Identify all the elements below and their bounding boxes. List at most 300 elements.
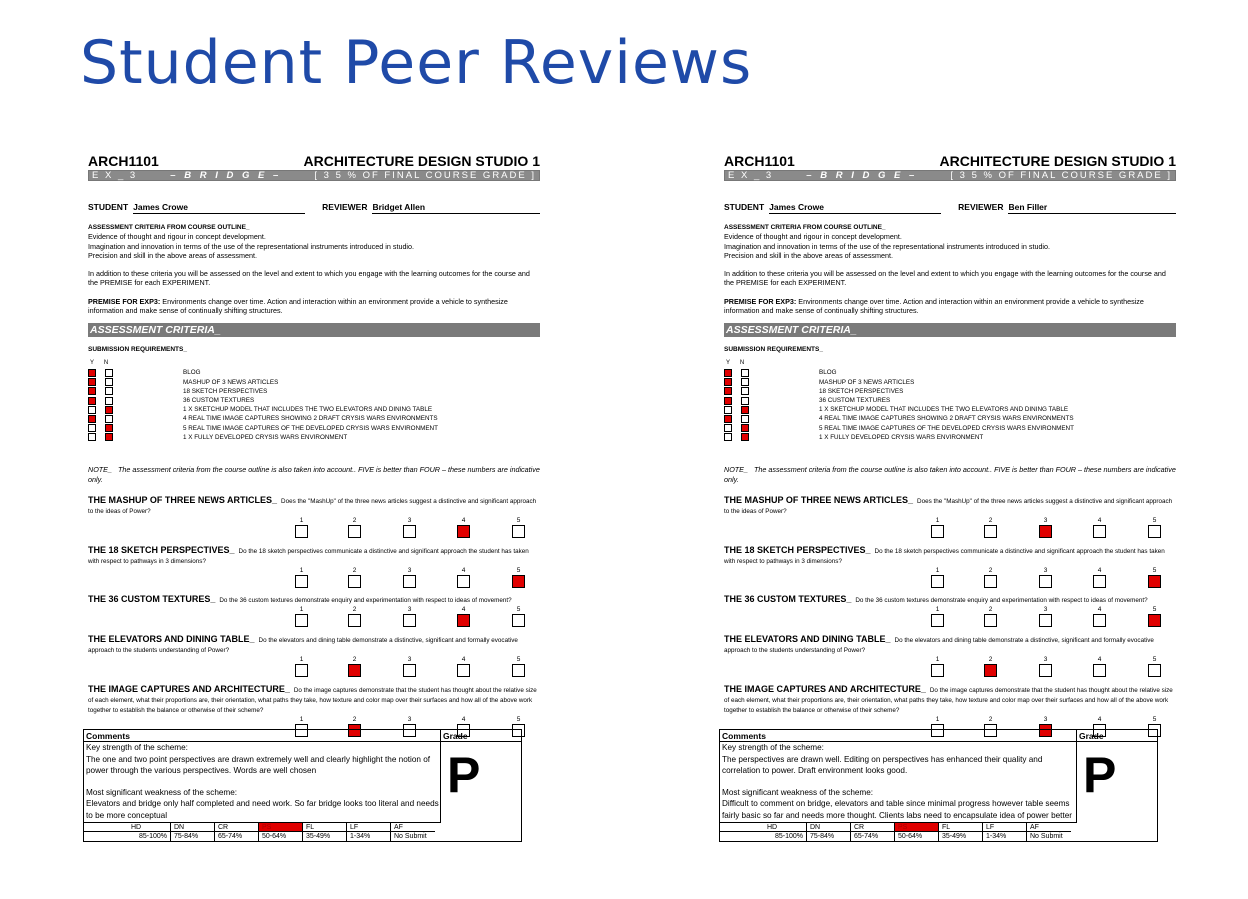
comments-label: Comments (84, 730, 440, 742)
premise-body: Environments change over time. Action and interaction within an environment provide a vehicle to synthesize information and make sense of continually shifting structures. (88, 296, 508, 316)
yes-checkbox[interactable] (88, 433, 96, 441)
question-title: THE MASHUP OF THREE NEWS ARTICLES_ (88, 494, 278, 505)
scale-number: 5 (1152, 655, 1157, 663)
rating-checkbox[interactable] (457, 664, 470, 677)
rating-checkbox[interactable] (1093, 575, 1106, 588)
experiment-bar (88, 170, 540, 181)
criteria-heading: ASSESSMENT CRITERIA FROM COURSE OUTLINE_ (724, 224, 886, 231)
scale-number: 4 (1097, 566, 1102, 574)
scale-number: 2 (352, 655, 357, 663)
requirement-label: 1 X FULLY DEVELOPED CRYSIS WARS ENVIRONMENT (183, 433, 348, 441)
requirement-label: 5 REAL TIME IMAGE CAPTURES OF THE DEVELOPED CRYSIS WARS ENVIRONMENT (819, 424, 1074, 432)
weight-label: [ 3 5 % OF FINAL COURSE GRADE ] (950, 170, 1172, 181)
rating-checkbox[interactable] (457, 575, 470, 588)
grade-band (807, 823, 851, 841)
scale-number: 5 (516, 655, 521, 663)
note-label: NOTE_ (724, 464, 748, 474)
reviewer-name: Bridget Allen (372, 202, 540, 214)
yes-checkbox[interactable] (88, 369, 96, 377)
rating-checkbox[interactable] (1039, 525, 1052, 538)
note-label: NOTE_ (88, 464, 112, 474)
requirement-row (88, 378, 540, 387)
rating-checkbox[interactable] (512, 575, 525, 588)
yes-checkbox[interactable] (88, 406, 96, 414)
requirement-label: 4 REAL TIME IMAGE CAPTURES SHOWING 2 DRAFT CRYSIS WARS ENVIRONMENTS (819, 415, 1074, 423)
reviewer-label: REVIEWER (322, 202, 368, 212)
band-range: 65-74% (854, 832, 879, 840)
weakness-label: Most significant weakness of the scheme: (86, 787, 238, 797)
scale-number: 4 (461, 605, 466, 613)
section-title: ASSESSMENT CRITERIA_ (724, 323, 1176, 337)
band-code: CR (851, 823, 894, 832)
question-text: Do the image captures demonstrate that the student has thought about the relative size of each element, what their proportions are, their orientation, what paths they take, how texture and color map over their surfaces and how all of the above work together to establish the balance or otherwise of their scheme? (88, 686, 537, 714)
scale-number: 3 (407, 605, 412, 613)
requirement-label: MASHUP OF 3 NEWS ARTICLES (183, 378, 279, 386)
submission-heading: SUBMISSION REQUIREMENTS_ (88, 346, 187, 354)
rating-checkbox[interactable] (512, 664, 525, 677)
grade-label: Grade (441, 730, 521, 742)
question-text: Do the elevators and dining table demonstrate a distinctive, significant and formally evocative approach to the students understanding of Power? (88, 636, 518, 654)
requirement-row (88, 414, 540, 423)
rating-checkbox[interactable] (457, 614, 470, 627)
student-label: STUDENT (724, 202, 765, 212)
rating-checkbox[interactable] (931, 664, 944, 677)
rating-checkbox[interactable] (295, 525, 308, 538)
band-range: 1-34% (986, 832, 1007, 840)
scale-number: 3 (407, 516, 412, 524)
yes-checkbox[interactable] (724, 369, 732, 377)
requirement-label: BLOG (183, 369, 201, 377)
band-range: 35-49% (942, 832, 967, 840)
scale-number: 2 (352, 566, 357, 574)
premise-label: PREMISE FOR EXP3: (88, 296, 161, 306)
no-checkbox[interactable] (105, 415, 113, 423)
scale-number: 1 (935, 605, 940, 613)
rating-checkbox[interactable] (512, 525, 525, 538)
band-range: 50-64% (898, 832, 923, 840)
band-code: AF (1027, 823, 1071, 832)
rating-checkbox[interactable] (1148, 575, 1161, 588)
scale-number: 3 (1043, 605, 1048, 613)
band-code: DN (807, 823, 850, 832)
grade-letter: P (1083, 747, 1117, 803)
rating-question (88, 495, 540, 540)
rating-checkbox[interactable] (403, 664, 416, 677)
rating-question (724, 594, 1176, 629)
yes-checkbox[interactable] (724, 397, 732, 405)
requirement-row (88, 405, 540, 414)
no-checkbox[interactable] (105, 406, 113, 414)
grade-bands (720, 822, 1077, 841)
section-title: ASSESSMENT CRITERIA_ (88, 323, 540, 337)
yes-checkbox[interactable] (88, 397, 96, 405)
review-sheet (722, 153, 1176, 840)
course-header (88, 153, 540, 170)
yes-checkbox[interactable] (88, 378, 96, 386)
yes-checkbox[interactable] (88, 387, 96, 395)
question-title: THE IMAGE CAPTURES AND ARCHITECTURE_ (724, 683, 926, 694)
course-code: ARCH1101 (88, 153, 159, 169)
yes-checkbox[interactable] (724, 378, 732, 386)
question-text: Do the 18 sketch perspectives communicate a distinctive and significant approach the student has taken with respect to pathways in 3 dimensions? (88, 547, 529, 565)
band-code: PS (895, 823, 938, 832)
requirement-label: 36 CUSTOM TEXTURES (819, 397, 891, 405)
rating-checkbox[interactable] (403, 614, 416, 627)
rating-checkbox[interactable] (1093, 664, 1106, 677)
scale-number: 5 (1152, 516, 1157, 524)
scale-number: 5 (516, 715, 521, 723)
scale-number: 1 (299, 715, 304, 723)
question-title: THE ELEVATORS AND DINING TABLE_ (88, 633, 255, 644)
yes-checkbox[interactable] (724, 387, 732, 395)
requirement-row (724, 368, 1176, 377)
band-code: AF (391, 823, 435, 832)
bridge-label: – B R I D G E – (806, 170, 918, 181)
requirement-row (88, 433, 540, 442)
comments-body (720, 742, 1076, 822)
rating-question (88, 545, 540, 590)
scale-number: 3 (1043, 655, 1048, 663)
grade-bands (84, 822, 441, 841)
no-checkbox[interactable] (741, 397, 749, 405)
scale-number: 2 (988, 516, 993, 524)
yes-checkbox[interactable] (724, 415, 732, 423)
no-label: N (103, 360, 109, 367)
rating-scale (88, 567, 540, 590)
no-checkbox[interactable] (105, 397, 113, 405)
band-range: 50-64% (262, 832, 287, 840)
rating-checkbox[interactable] (403, 575, 416, 588)
rating-checkbox[interactable] (348, 525, 361, 538)
rating-checkbox[interactable] (348, 614, 361, 627)
scale-number: 3 (1043, 516, 1048, 524)
reviewer-name: Ben Filler (1008, 202, 1176, 214)
note (88, 465, 540, 486)
yes-checkbox[interactable] (88, 424, 96, 432)
requirement-label: 1 X SKETCHUP MODEL THAT INCLUDES THE TWO ELEVATORS AND DINING TABLE (819, 406, 1069, 414)
comments-box (83, 729, 522, 842)
scale-number: 2 (988, 605, 993, 613)
rating-scale (88, 656, 540, 679)
criteria-block (88, 223, 540, 315)
requirement-row (88, 368, 540, 377)
no-checkbox[interactable] (741, 369, 749, 377)
no-label: N (739, 360, 745, 367)
no-checkbox[interactable] (741, 406, 749, 414)
scale-number: 5 (1152, 566, 1157, 574)
band-code: LF (983, 823, 1026, 832)
scale-number: 3 (407, 655, 412, 663)
question-text: Do the 18 sketch perspectives communicate a distinctive and significant approach the student has taken with respect to pathways in 3 dimensions? (724, 547, 1165, 565)
strength-text: The one and two point perspectives are drawn extremely well and clearly highlight the notion of power through the various perspectives. Words are well chosen (86, 754, 431, 776)
question-text: Do the image captures demonstrate that the student has thought about the relative size of each element, what their proportions are, their orientation, what paths they take, how texture and color map over their surfaces and how all of the above work together to establish the balance or otherwise of their scheme? (724, 686, 1173, 714)
rating-checkbox[interactable] (1148, 614, 1161, 627)
rating-checkbox[interactable] (1148, 664, 1161, 677)
requirement-label: 36 CUSTOM TEXTURES (183, 397, 255, 405)
question-title: THE 18 SKETCH PERSPECTIVES_ (88, 544, 235, 555)
scale-number: 2 (352, 605, 357, 613)
scale-number: 1 (935, 566, 940, 574)
band-code: HD (720, 823, 806, 832)
band-code: LF (347, 823, 390, 832)
grade-band (391, 823, 435, 841)
requirement-row (724, 396, 1176, 405)
rating-scale (724, 517, 1176, 540)
yes-checkbox[interactable] (724, 433, 732, 441)
grade-band (215, 823, 259, 841)
grade-band (259, 823, 303, 841)
requirement-label: 1 X SKETCHUP MODEL THAT INCLUDES THE TWO ELEVATORS AND DINING TABLE (183, 406, 433, 414)
note-text: The assessment criteria from the course outline is also taken into account.. FIVE is better than FOUR – these numbers are indicative only. (88, 464, 540, 485)
requirement-row (724, 387, 1176, 396)
yn-header (88, 360, 540, 367)
grade-band (303, 823, 347, 841)
rating-checkbox[interactable] (1148, 525, 1161, 538)
scale-number: 4 (461, 566, 466, 574)
requirements-list (724, 368, 1176, 442)
grade-band (895, 823, 939, 841)
criteria-block (724, 223, 1176, 315)
grade-band (720, 823, 807, 841)
requirement-row (724, 414, 1176, 423)
band-code: FL (939, 823, 982, 832)
band-range: 85-100% (138, 832, 167, 840)
student-label: STUDENT (88, 202, 129, 212)
requirement-label: 18 SKETCH PERSPECTIVES (183, 387, 268, 395)
rating-checkbox[interactable] (348, 664, 361, 677)
scale-number: 1 (299, 566, 304, 574)
scale-number: 4 (461, 655, 466, 663)
no-checkbox[interactable] (105, 369, 113, 377)
comments-body (84, 742, 440, 822)
no-checkbox[interactable] (105, 424, 113, 432)
rating-checkbox[interactable] (984, 575, 997, 588)
band-code: CR (215, 823, 258, 832)
scale-number: 2 (988, 715, 993, 723)
question-text: Does the "MashUp" of the three news articles suggest a distinctive and significant approach to the ideas of Power? (724, 497, 1173, 515)
rating-checkbox[interactable] (931, 525, 944, 538)
rating-question (88, 594, 540, 629)
rating-question (724, 545, 1176, 590)
scale-number: 5 (516, 566, 521, 574)
band-range: No Submit (1030, 832, 1063, 840)
grade-band (1027, 823, 1071, 841)
review-sheet (86, 153, 540, 840)
grade-band (171, 823, 215, 841)
rating-checkbox[interactable] (295, 575, 308, 588)
band-code: DN (171, 823, 214, 832)
scale-number: 3 (407, 715, 412, 723)
no-checkbox[interactable] (741, 387, 749, 395)
rating-checkbox[interactable] (403, 525, 416, 538)
scale-number: 4 (1097, 715, 1102, 723)
criteria-line: Imagination and innovation in terms of the use of the representational instruments introduced in studio. (724, 241, 1051, 251)
scale-number: 4 (1097, 516, 1102, 524)
scale-number: 2 (988, 655, 993, 663)
requirement-row (88, 424, 540, 433)
bridge-label: – B R I D G E – (170, 170, 282, 181)
requirement-label: MASHUP OF 3 NEWS ARTICLES (819, 378, 915, 386)
course-title: ARCHITECTURE DESIGN STUDIO 1 (303, 153, 540, 169)
note-text: The assessment criteria from the course outline is also taken into account.. FIVE is better than FOUR – these numbers are indicative only. (724, 464, 1176, 485)
submission-heading: SUBMISSION REQUIREMENTS_ (724, 346, 823, 354)
criteria-line: Precision and skill in the above areas of assessment. (724, 250, 893, 260)
comments-label: Comments (720, 730, 1076, 742)
band-range: 35-49% (306, 832, 331, 840)
rating-checkbox[interactable] (348, 575, 361, 588)
requirement-label: 1 X FULLY DEVELOPED CRYSIS WARS ENVIRONMENT (819, 433, 984, 441)
yes-checkbox[interactable] (88, 415, 96, 423)
scale-number: 1 (299, 655, 304, 663)
band-range: 75-84% (174, 832, 199, 840)
scale-number: 4 (461, 516, 466, 524)
question-text: Do the 36 custom textures demonstrate enquiry and experimentation with respect to ideas of movement? (219, 596, 512, 604)
comments-box (719, 729, 1158, 842)
strength-label: Key strength of the scheme: (722, 743, 824, 752)
rating-checkbox[interactable] (984, 525, 997, 538)
ratings (88, 495, 540, 739)
scale-number: 5 (516, 605, 521, 613)
names-row (724, 202, 1176, 214)
scale-number: 4 (1097, 605, 1102, 613)
rating-checkbox[interactable] (984, 664, 997, 677)
question-title: THE 18 SKETCH PERSPECTIVES_ (724, 544, 871, 555)
rating-question (724, 634, 1176, 679)
criteria-heading: ASSESSMENT CRITERIA FROM COURSE OUTLINE_ (88, 224, 250, 231)
scale-number: 5 (1152, 605, 1157, 613)
rating-checkbox[interactable] (457, 525, 470, 538)
addition-text: In addition to these criteria you will be assessed on the level and extent to which you engage with the learning outcomes for the course and the PREMISE for each EXPERIMENT. (724, 269, 1166, 288)
question-title: THE IMAGE CAPTURES AND ARCHITECTURE_ (88, 683, 290, 694)
names-row (88, 202, 540, 214)
rating-checkbox[interactable] (295, 664, 308, 677)
scale-number: 1 (935, 516, 940, 524)
reviewer-label: REVIEWER (958, 202, 1004, 212)
ratings (724, 495, 1176, 739)
scale-number: 1 (935, 715, 940, 723)
scale-number: 3 (407, 566, 412, 574)
premise-label: PREMISE FOR EXP3: (724, 296, 797, 306)
weakness-text: Elevators and bridge only half completed and need work. So far bridge looks too literal and needs to be more conceptual (86, 799, 439, 820)
course-header (724, 153, 1176, 170)
band-range: 75-84% (810, 832, 835, 840)
scale-number: 2 (352, 715, 357, 723)
band-range: 65-74% (218, 832, 243, 840)
question-text: Do the 36 custom textures demonstrate enquiry and experimentation with respect to ideas of movement? (855, 596, 1148, 604)
no-checkbox[interactable] (741, 415, 749, 423)
yes-checkbox[interactable] (724, 424, 732, 432)
note (724, 465, 1176, 486)
weight-label: [ 3 5 % OF FINAL COURSE GRADE ] (314, 170, 536, 181)
yn-header (724, 360, 1176, 367)
requirement-label: 4 REAL TIME IMAGE CAPTURES SHOWING 2 DRAFT CRYSIS WARS ENVIRONMENTS (183, 415, 438, 423)
rating-checkbox[interactable] (1093, 525, 1106, 538)
rating-scale (724, 656, 1176, 679)
yes-label: Y (726, 360, 731, 367)
rating-checkbox[interactable] (512, 614, 525, 627)
scale-number: 1 (935, 655, 940, 663)
criteria-line: Evidence of thought and rigour in concept development. (724, 232, 902, 242)
no-checkbox[interactable] (741, 424, 749, 432)
strength-text: The perspectives are drawn well. Editing on perspectives has enhanced their quality and correlation to power. Draft environment looks good. (722, 754, 1043, 776)
page-title: Student Peer Reviews (80, 28, 753, 98)
rating-scale (724, 606, 1176, 629)
scale-number: 1 (299, 605, 304, 613)
yes-label: Y (90, 360, 95, 367)
scale-number: 4 (1097, 655, 1102, 663)
student-name: James Crowe (133, 202, 305, 214)
grade-label: Grade (1077, 730, 1157, 742)
band-range: 1-34% (350, 832, 371, 840)
student-name: James Crowe (769, 202, 941, 214)
band-code: PS (259, 823, 302, 832)
question-title: THE 36 CUSTOM TEXTURES_ (88, 593, 216, 604)
question-title: THE 36 CUSTOM TEXTURES_ (724, 593, 852, 604)
course-code: ARCH1101 (724, 153, 795, 169)
grade-band (983, 823, 1027, 841)
rating-scale (88, 606, 540, 629)
grade-band (851, 823, 895, 841)
requirement-row (724, 424, 1176, 433)
requirement-row (724, 433, 1176, 442)
criteria-line: Evidence of thought and rigour in concept development. (88, 232, 266, 242)
no-checkbox[interactable] (105, 387, 113, 395)
ex-label: E X _ 3 (728, 170, 774, 181)
scale-number: 3 (1043, 566, 1048, 574)
weakness-text: Difficult to comment on bridge, elevators and table since minimal progress however table seems fairly basic so far and needs more thought. Clients labs need to encapsulate idea of power better (722, 799, 1072, 820)
scale-number: 5 (1152, 715, 1157, 723)
rating-checkbox[interactable] (1039, 575, 1052, 588)
no-checkbox[interactable] (105, 378, 113, 386)
scale-number: 4 (461, 715, 466, 723)
rating-checkbox[interactable] (295, 614, 308, 627)
premise-text (88, 297, 540, 316)
requirement-label: BLOG (819, 369, 837, 377)
requirement-label: 5 REAL TIME IMAGE CAPTURES OF THE DEVELOPED CRYSIS WARS ENVIRONMENT (183, 424, 438, 432)
rating-checkbox[interactable] (984, 614, 997, 627)
rating-checkbox[interactable] (1039, 614, 1052, 627)
rating-checkbox[interactable] (1039, 664, 1052, 677)
band-range: 85-100% (774, 832, 803, 840)
course-title: ARCHITECTURE DESIGN STUDIO 1 (939, 153, 1176, 169)
weakness-label: Most significant weakness of the scheme: (722, 787, 874, 797)
yes-checkbox[interactable] (724, 406, 732, 414)
scale-number: 2 (988, 566, 993, 574)
no-checkbox[interactable] (105, 433, 113, 441)
no-checkbox[interactable] (741, 433, 749, 441)
requirement-row (88, 387, 540, 396)
no-checkbox[interactable] (741, 378, 749, 386)
question-text: Do the elevators and dining table demonstrate a distinctive, significant and formally evocative approach to the students understanding of Power? (724, 636, 1154, 654)
premise-text (724, 297, 1176, 316)
question-text: Does the "MashUp" of the three news articles suggest a distinctive and significant approach to the ideas of Power? (88, 497, 537, 515)
criteria-line: Imagination and innovation in terms of the use of the representational instruments introduced in studio. (88, 241, 415, 251)
scale-number: 2 (352, 516, 357, 524)
requirement-row (724, 378, 1176, 387)
requirement-row (724, 405, 1176, 414)
band-code: HD (84, 823, 170, 832)
rating-checkbox[interactable] (931, 575, 944, 588)
requirement-label: 18 SKETCH PERSPECTIVES (819, 387, 904, 395)
rating-checkbox[interactable] (1093, 614, 1106, 627)
grade-band (939, 823, 983, 841)
scale-number: 1 (299, 516, 304, 524)
rating-question (88, 634, 540, 679)
rating-checkbox[interactable] (931, 614, 944, 627)
rating-scale (88, 517, 540, 540)
grade-band (84, 823, 171, 841)
criteria-line: Precision and skill in the above areas of assessment. (88, 250, 257, 260)
